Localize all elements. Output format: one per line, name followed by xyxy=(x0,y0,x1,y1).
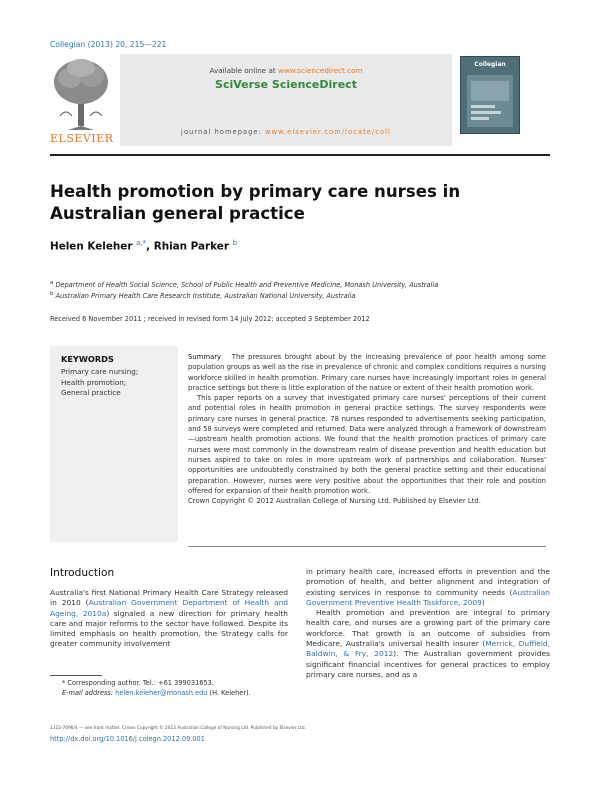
publisher-wordmark: ELSEVIER xyxy=(50,132,114,145)
affiliation-b xyxy=(50,291,355,300)
affiliation-a xyxy=(50,280,438,289)
affiliation-mark: b xyxy=(50,291,54,297)
keywords-heading: KEYWORDS xyxy=(61,354,114,364)
cover-title: Collegian xyxy=(474,61,506,68)
doi-link[interactable]: http://dx.doi.org/10.1016/j.colegn.2012.09.001 xyxy=(50,735,205,743)
available-online-label: Available online at xyxy=(209,66,276,75)
article-title: Health promotion by primary care nurses in Australian general practice xyxy=(50,182,461,223)
author-name[interactable]: Rhian Parker xyxy=(153,240,229,253)
journal-cover-thumbnail xyxy=(460,56,520,134)
author-separator: , xyxy=(146,240,154,253)
body-text: Health promotion and prevention are integral to primary health care, and nurses are a growing part of the primary care workforce. That growth is an outcome of subsidies from Medicare, Australia's universal health insurer ( xyxy=(306,608,550,649)
email-link[interactable]: helen.keleher@monash.edu xyxy=(115,689,208,697)
copyright-line: Crown Copyright © 2012 Australian College of Nursing Ltd. Published by Elsevier Ltd. xyxy=(188,497,481,506)
issn-line: 1322-7696/$ — see front matter. Crown Copyright © 2013 Australian College of Nursing Ltd. Published by Elsevier Ltd. xyxy=(50,726,306,731)
keywords-box xyxy=(50,346,178,542)
keyword-item: Health promotion; xyxy=(61,377,127,387)
author-affiliation-marks[interactable]: a,* xyxy=(136,239,147,247)
body-text: ) signaled a new direction for primary health care and major reforms to the sector have followed. Despite its limited emphasis on health promotion, the Strategy calls for greater community involvement xyxy=(50,608,288,649)
sciencedirect-link[interactable]: www.sciencedirect.com xyxy=(278,66,363,75)
journal-homepage-link[interactable]: www.elsevier.com/locate/coll xyxy=(265,128,391,136)
author-affiliation-marks[interactable]: b xyxy=(232,239,238,247)
footnote-divider xyxy=(50,675,102,676)
keyword-item: Primary care nursing; xyxy=(61,367,139,376)
keyword-item: General practice xyxy=(61,388,121,397)
journal-header xyxy=(50,54,550,152)
author-name[interactable]: Helen Keleher xyxy=(50,240,133,253)
header-divider xyxy=(50,154,550,156)
platform-banner xyxy=(120,54,452,146)
citation-link[interactable]: Australian Government Department of Health and Ageing, 2010a xyxy=(50,598,289,618)
email-label: E-mail address: xyxy=(62,689,114,697)
journal-homepage-line xyxy=(120,128,452,136)
summary-label: Summary xyxy=(188,353,222,361)
citation-link[interactable]: Merrick, Duffield, Baldwin, & Fry, 2012 xyxy=(306,639,550,659)
section-heading: Introduction xyxy=(50,567,115,579)
received-dates: Received 6 November 2011 ; received in revised form 14 July 2012; accepted 3 September 2012 xyxy=(50,315,370,323)
journal-citation[interactable]: Collegian (2013) 20, 215—221 xyxy=(50,40,167,49)
body-column-right xyxy=(306,567,550,680)
corresponding-author-note: * Corresponding author. Tel.: +61 399031653. xyxy=(62,679,214,687)
citation-link[interactable]: Australian Government Preventive Health Taskforce, 2009 xyxy=(306,587,550,607)
abstract-paragraph: The pressures brought about by the increasing prevalence of poor health among some population groups as well as the rise in prevalence of chronic and complex conditions requires a nursing workforce skilled in health promotion. Primary care nurses have increasingly important roles in general practice settings but there is little exploration of the nature or extent of their health promotion work. xyxy=(188,353,547,392)
body-text: ). The Australian government provides significant financial incentives for general practices to employ primary care nurses, and as a xyxy=(306,649,550,679)
abstract-divider xyxy=(188,546,546,547)
email-note xyxy=(62,689,251,697)
body-column-left xyxy=(50,588,288,650)
affiliation-mark: a xyxy=(50,280,54,286)
body-text: in primary health care, increased efforts in prevention and the promotion of health, and better alignment and integration of existing services in response to community needs ( xyxy=(306,567,550,597)
abstract-paragraph: This paper reports on a survey that investigated primary care nurses' perceptions of their current and potential roles in health promotion in general practice settings. The survey respondents were primary care nurses in general practice. 78 nurses responded to advertisements seeking participation, and 58 surveys were completed and returned. Data were analyzed through a framework of downstream—upstream health promotion actions. We found that the health promotion practices of primary care nurses were most commonly in the downstream realm of disease prevention and health education but nurses aspired to take on roles in more upstream work of partnerships and collaboration. Nurses' opportunities are undoubtedly constrained by both the general practice setting and their educational preparation. However, nurses were very positive about the opportunities that their role and position offered for expansion of their health promotion work. xyxy=(188,394,546,495)
author-list xyxy=(50,239,237,252)
affiliation-text: Department of Health Social Science, School of Public Health and Preventive Medicine, Monash University, Australia xyxy=(55,281,439,290)
available-online-line xyxy=(120,66,452,75)
abstract xyxy=(188,352,546,506)
affiliation-text: Australian Primary Health Care Research Institute, Australian National University, Australia xyxy=(55,292,356,301)
keywords-list xyxy=(61,367,138,399)
body-text: ) xyxy=(481,597,485,607)
homepage-label: journal homepage: xyxy=(181,128,262,136)
platform-name: SciVerse ScienceDirect xyxy=(215,78,357,91)
body-text: Australia's first National Primary Health Care Strategy released in 2010 ( xyxy=(50,588,288,608)
email-suffix: (H. Keleher). xyxy=(207,689,251,697)
